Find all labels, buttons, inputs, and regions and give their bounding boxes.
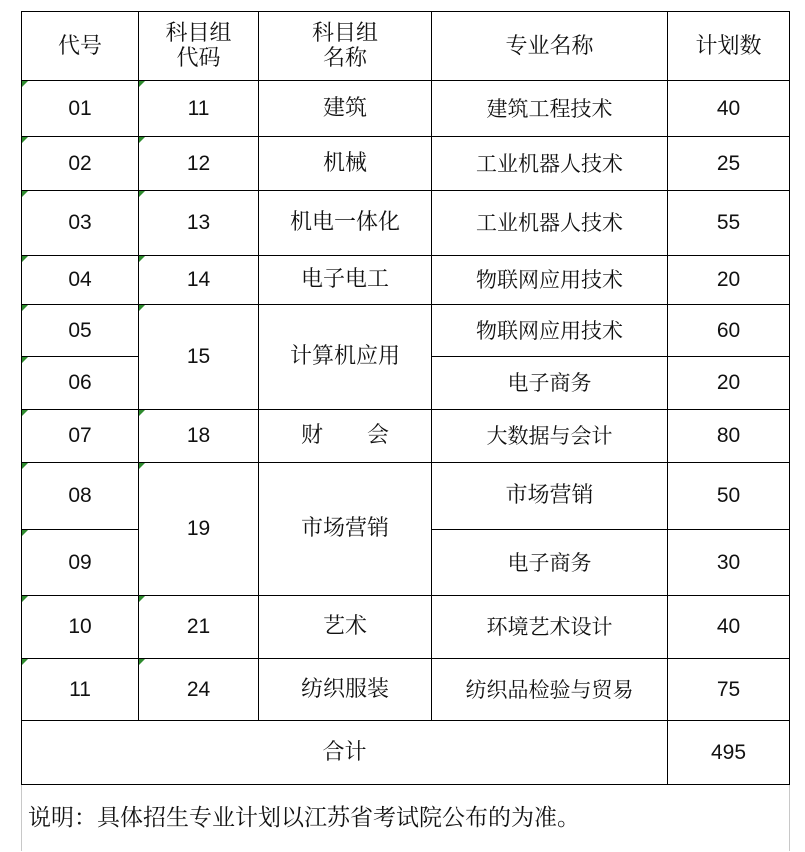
header-row xyxy=(22,12,790,81)
row-major: 纺织品检验与贸易 xyxy=(432,659,668,721)
row-group-name: 电子电工 xyxy=(259,256,432,305)
row-group-name: 建筑 xyxy=(259,81,432,137)
row-major: 环境艺术设计 xyxy=(432,596,668,659)
row-code: 07 xyxy=(22,410,139,463)
row-group-code: 13 xyxy=(139,191,259,256)
table-row xyxy=(22,137,790,191)
row-code: 08 xyxy=(22,463,139,530)
enrollment-plan-table xyxy=(21,11,790,851)
header-code: 代号 xyxy=(22,12,139,81)
row-group-code: 12 xyxy=(139,137,259,191)
row-group-code: 19 xyxy=(139,463,259,596)
row-code: 10 xyxy=(22,596,139,659)
row-group-name: 纺织服装 xyxy=(259,659,432,721)
total-label: 合计 xyxy=(22,721,668,785)
row-group-code: 18 xyxy=(139,410,259,463)
header-plan: 计划数 xyxy=(668,12,790,81)
row-code: 04 xyxy=(22,256,139,305)
row-plan: 80 xyxy=(668,410,790,463)
row-code: 02 xyxy=(22,137,139,191)
row-group-name: 艺术 xyxy=(259,596,432,659)
row-plan: 40 xyxy=(668,81,790,137)
row-plan: 20 xyxy=(668,357,790,410)
table-row xyxy=(22,256,790,305)
row-group-name: 机械 xyxy=(259,137,432,191)
total-row xyxy=(22,721,790,785)
total-value: 495 xyxy=(668,721,790,785)
row-group-code: 24 xyxy=(139,659,259,721)
enrollment-plan-table-wrapper xyxy=(21,11,790,851)
row-code: 01 xyxy=(22,81,139,137)
row-plan: 20 xyxy=(668,256,790,305)
row-group-code: 21 xyxy=(139,596,259,659)
row-code: 06 xyxy=(22,357,139,410)
table-row xyxy=(22,659,790,721)
row-major: 市场营销 xyxy=(432,463,668,530)
row-plan: 30 xyxy=(668,530,790,596)
row-major: 物联网应用技术 xyxy=(432,256,668,305)
row-major: 电子商务 xyxy=(432,530,668,596)
row-code: 05 xyxy=(22,305,139,357)
table-row xyxy=(22,305,790,357)
row-plan: 55 xyxy=(668,191,790,256)
row-plan: 75 xyxy=(668,659,790,721)
header-group-name: 科目组 名称 xyxy=(259,12,432,81)
row-major: 工业机器人技术 xyxy=(432,191,668,256)
row-major: 建筑工程技术 xyxy=(432,81,668,137)
table-row xyxy=(22,410,790,463)
row-group-name: 市场营销 xyxy=(259,463,432,596)
header-major: 专业名称 xyxy=(432,12,668,81)
row-group-code: 15 xyxy=(139,305,259,410)
row-major: 物联网应用技术 xyxy=(432,305,668,357)
header-group-code: 科目组 代码 xyxy=(139,12,259,81)
table-row xyxy=(22,81,790,137)
note-text: 说明：具体招生专业计划以江苏省考试院公布的为准。 xyxy=(22,785,790,851)
row-group-code: 11 xyxy=(139,81,259,137)
table-row xyxy=(22,463,790,530)
row-plan: 50 xyxy=(668,463,790,530)
row-plan: 25 xyxy=(668,137,790,191)
row-major: 电子商务 xyxy=(432,357,668,410)
row-code: 11 xyxy=(22,659,139,721)
row-major: 大数据与会计 xyxy=(432,410,668,463)
table-row xyxy=(22,596,790,659)
row-code: 03 xyxy=(22,191,139,256)
row-group-name: 财 会 xyxy=(259,410,432,463)
row-plan: 60 xyxy=(668,305,790,357)
row-major: 工业机器人技术 xyxy=(432,137,668,191)
row-plan: 40 xyxy=(668,596,790,659)
row-group-name: 计算机应用 xyxy=(259,305,432,410)
row-group-code: 14 xyxy=(139,256,259,305)
row-code: 09 xyxy=(22,530,139,596)
note-row xyxy=(22,785,790,851)
table-row xyxy=(22,191,790,256)
row-group-name: 机电一体化 xyxy=(259,191,432,256)
